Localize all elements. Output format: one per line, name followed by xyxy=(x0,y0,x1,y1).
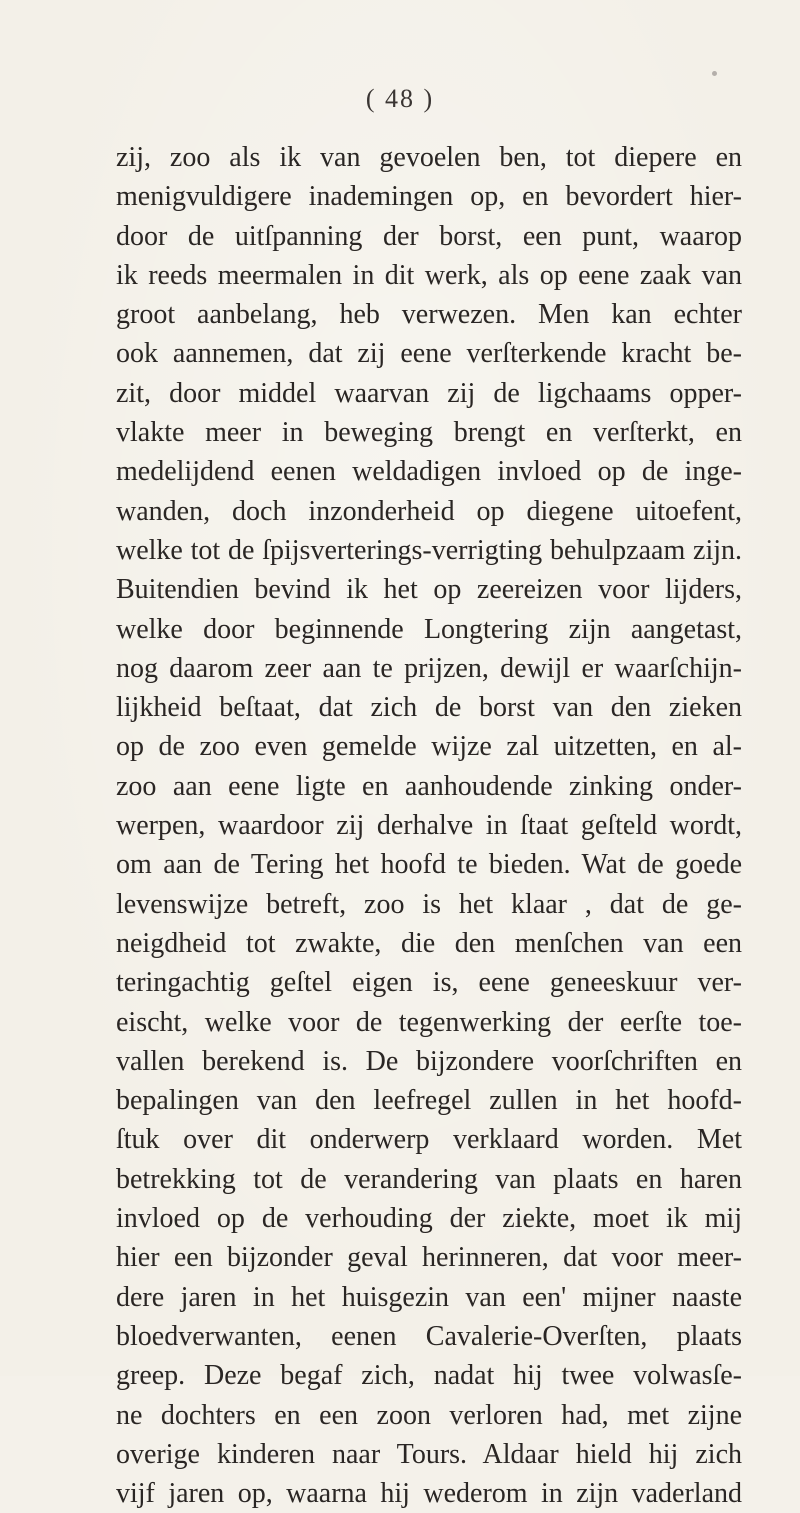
text-line: eischt, welke voor de tegenwerking der eerſte toe- xyxy=(116,1006,742,1038)
text-line: ik reeds meermalen in dit werk, als op eene zaak van xyxy=(116,259,742,291)
text-line: overige kinderen naar Tours. Aldaar hield hij zich xyxy=(116,1438,742,1470)
text-line: ne dochters en een zoon verloren had, met zijne xyxy=(116,1399,742,1431)
text-line: teringachtig geſtel eigen is, eene geneeskuur ver- xyxy=(116,967,742,999)
text-line: bepalingen van den leefregel zullen in het hoofd- xyxy=(116,1085,742,1117)
text-line: Buitendien bevind ik het op zeereizen voor lijders, xyxy=(116,574,742,606)
text-line: vijf jaren op, waarna hij wederom in zijn vaderland xyxy=(116,1478,742,1510)
text-line: wanden, doch inzonderheid op diegene uitoefent, xyxy=(116,495,742,527)
text-line: nog daarom zeer aan te prijzen, dewijl er waarſchijn- xyxy=(116,652,742,684)
text-line: medelijdend eenen weldadigen invloed op de inge- xyxy=(116,456,742,488)
text-line: groot aanbelang, heb verwezen. Men kan echter xyxy=(116,299,742,331)
text-line: vlakte meer in beweging brengt en verſterkt, en xyxy=(116,417,742,449)
body-text xyxy=(116,138,742,1513)
text-line: zij, zoo als ik van gevoelen ben, tot diepere en xyxy=(116,142,742,173)
text-line: ook aannemen, dat zij eene verſterkende kracht be- xyxy=(116,338,742,370)
text-line: welke tot de ſpijsverterings-verrigting behulpzaam zijn. xyxy=(116,534,742,566)
page-number-header: ( 48 ) xyxy=(365,84,435,113)
text-line: betrekking tot de verandering van plaats en haren xyxy=(116,1163,742,1195)
text-line: neigdheid tot zwakte, die den menſchen van een xyxy=(116,927,742,959)
ink-speck xyxy=(712,71,717,76)
text-line: door de uitſpanning der borst, een punt, waarop xyxy=(116,220,742,252)
text-line: werpen, waardoor zij derhalve in ſtaat geſteld wordt, xyxy=(116,810,742,842)
text-line: greep. Deze begaf zich, nadat hij twee volwasſe- xyxy=(116,1360,742,1392)
text-line: zit, door middel waarvan zij de ligchaams opper- xyxy=(116,377,742,409)
text-line: zoo aan eene ligte en aanhoudende zinking onder- xyxy=(116,770,742,802)
text-line: lijkheid beſtaat, dat zich de borst van den zieken xyxy=(116,692,742,724)
text-line: bloedverwanten, eenen Cavalerie-Overſten, plaats xyxy=(116,1320,742,1352)
text-line: hier een bijzonder geval herinneren, dat voor meer- xyxy=(116,1242,742,1274)
text-line: ſtuk over dit onderwerp verklaard worden. Met xyxy=(116,1124,742,1156)
text-line: op de zoo even gemelde wijze zal uitzetten, en al- xyxy=(116,731,742,763)
text-line: menigvuldigere inademingen op, en bevordert hier- xyxy=(116,181,742,213)
text-line: vallen berekend is. De bijzondere voorſchriften en xyxy=(116,1045,742,1077)
text-line: welke door beginnende Longtering zijn aangetast, xyxy=(116,613,742,645)
text-line: dere jaren in het huisgezin van een' mijner naaste xyxy=(116,1281,742,1313)
text-line: om aan de Tering het hoofd te bieden. Wat de goede xyxy=(116,849,742,881)
text-line: levenswijze betreft, zoo is het klaar , dat de ge- xyxy=(116,888,742,920)
text-line: invloed op de verhouding der ziekte, moet ik mij xyxy=(116,1203,742,1235)
